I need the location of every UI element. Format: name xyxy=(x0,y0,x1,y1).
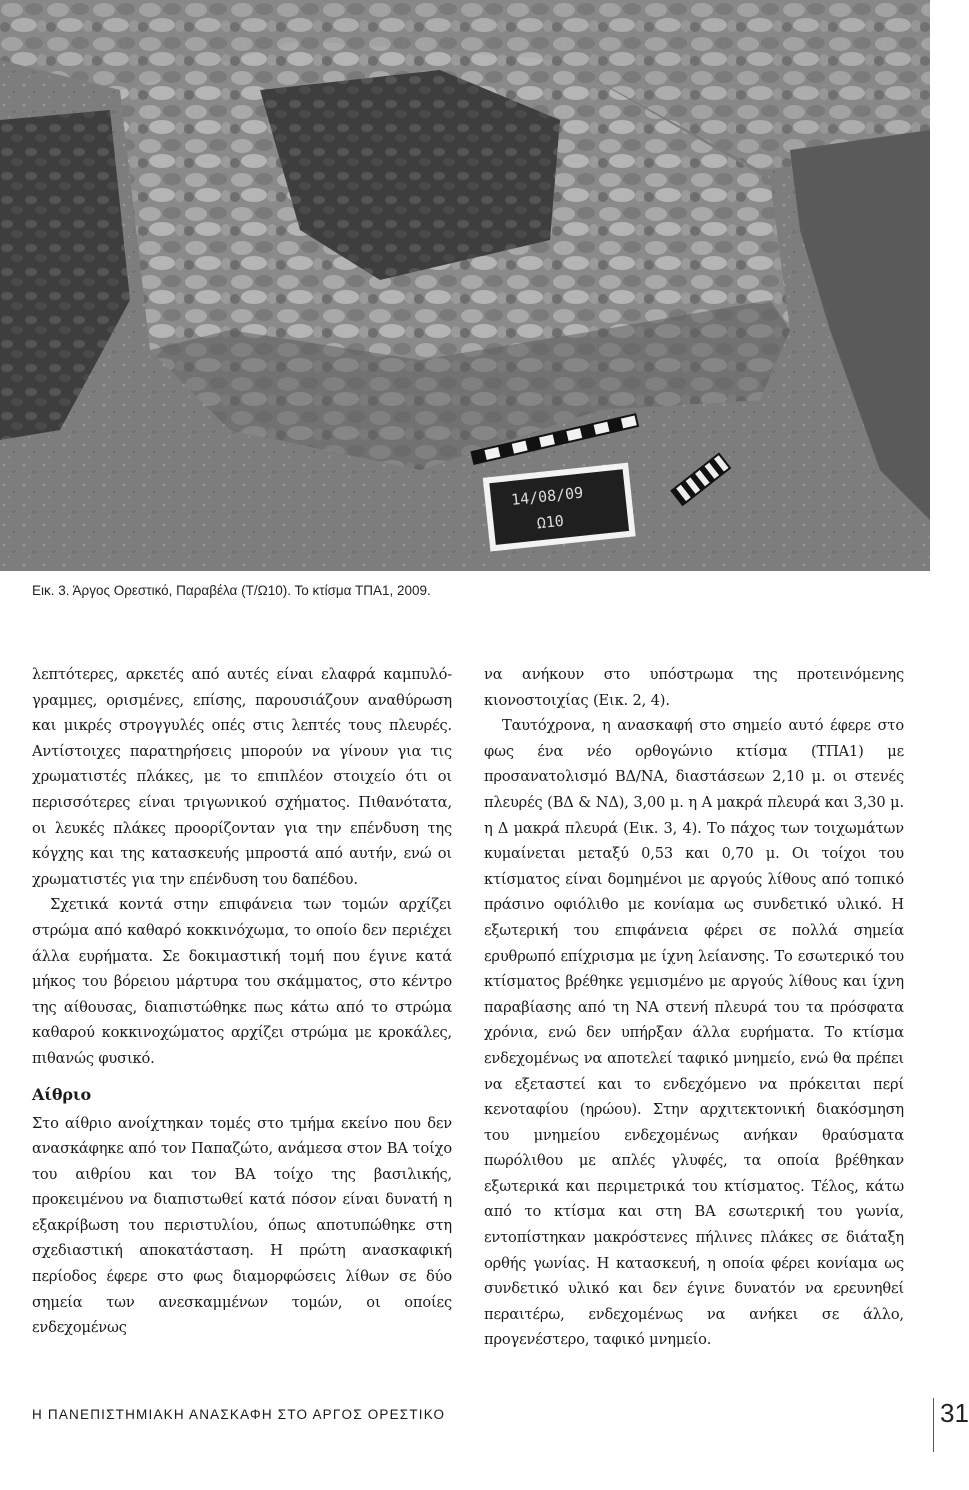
page-number: 31 xyxy=(940,1398,969,1428)
footer-divider xyxy=(933,1398,934,1452)
right-column xyxy=(484,662,904,1353)
paragraph: λεπτότερες, αρκετές από αυτές είναι ελαφρά καμπυλό-γραμμες, ορισμένες, επίσης, παρουσιάζουν αναθύρωση και μικρές στρογγυλές οπές στις λεπτές τους πλευρές. Αντίστοιχες παρατηρήσεις μπορούν να γίνουν για τις χρωματιστές πλάκες, με το επιπλέον στοιχείο ότι οι περισσότερες είναι τριγωνικού σχήματος. Πιθανότατα, οι λευκές πλάκες προορίζονταν για την επένδυση της κόγχης και της κατασκευής μπροστά από αυτήν, ενώ οι χρωματιστές για την επένδυση του δαπέδου. xyxy=(32,666,452,888)
paragraph: Ταυτόχρονα, η ανασκαφή στο σημείο αυτό έφερε στο φως ένα νέο ορθογώνιο κτίσμα (ΤΠΑ1) με προσανατολισμό ΒΔ/ΝΑ, διαστάσεων 2,10 μ. οι στενές πλευρές (ΒΔ & ΝΔ), 3,00 μ. η Α μακρά πλευρά και 3,30 μ. η Δ μακρά πλευρά (Εικ. 3, 4). Το πάχος των τοιχωμάτων κυμαίνεται μεταξύ 0,53 και 0,70 μ. Οι τοίχοι του κτίσματος είναι δομημένοι με αργούς λίθους από τοπικό πράσινο οφιόλιθο με κονίαμα ως συνδετικό υλικό. Η εξωτερική του επιφάνεια φέρει σε πολλά σημεία ερυθρωπό επίχρισμα με ίχνη λείανσης. Το εσωτερικό του κτίσματος βρέθηκε γεμισμένο με αργούς λίθους και ίχνη παραβίασης από τη ΝΑ στενή πλευρά του τα πρόσφατα χρόνια, ενώ δεν υπήρξαν άλλα ευρήματα. Το κτίσμα ενδεχομένως να αποτελεί ταφικό μνημείο, ενώ θα πρέπει να εξεταστεί και το ενδεχόμενο να πρόκειται περί κενοταφίου (ηρώου). Στην αρχιτεκτονική διακόσμηση του μνημείου ενδεχομένως ανήκαν θραύσματα πωρόλιθου με απλές γλυφές, τα οποία βρέθηκαν εξωτερικά και περιμετρικά του κτίσματος. Τέλος, κάτω από το κτίσμα και στη ΒΑ εσωτερική του γωνία, εντοπίστηκαν μακρόστενες πήλινες πλάκες σε διάταξη ορθής γωνίας. Η κατασκευή, η οποία φέρει κονίαμα ως συνδετικό υλικό και δεν έγινε δυνατόν να ερευνηθεί περαιτέρω, ενδεχομένως να ανήκει σε άλλο, προγενέστερο, ταφικό μνημείο. xyxy=(484,717,904,1349)
slate-date: 14/08/09 xyxy=(510,483,585,510)
paragraph: Σχετικά κοντά στην επιφάνεια των τομών αρχίζει στρώμα από καθαρό κοκκινόχωμα, το οποίο δεν περιέχει άλλα ευρήματα. Σε δοκιμαστική τομή που έγινε κατά μήκος του βόρειου μάρτυρα του σκάμματος, στο κέντρο της αίθουσας, διαπιστώθηκε πως κάτω από το στρώμα καθαρού κοκκινοχώματος αρχίζει στρώμα με κροκάλες, πιθανώς φυσικό. xyxy=(32,896,452,1067)
section-heading: Αίθριο xyxy=(32,1084,91,1104)
running-footer-title: Η ΠΑΝΕΠΙΣΤΗΜΙΑΚΗ ΑΝΑΣΚΑΦΗ ΣΤΟ ΑΡΓΟΣ ΟΡΕΣΤΙΚΟ xyxy=(32,1407,446,1422)
excavation-photo xyxy=(0,0,930,571)
figure-caption: Εικ. 3. Άργος Ορεστικό, Παραβέλα (Τ/Ω10). Το κτίσμα ΤΠΑ1, 2009. xyxy=(32,583,431,598)
left-column xyxy=(32,662,452,1341)
paragraph: Στο αίθριο ανοίχτηκαν τομές στο τμήμα εκείνο που δεν ανασκάφηκε από τον Παπαζώτο, ανάμεσα στον ΒΑ τοίχο του αιθρίου και τον ΒΑ τοίχο της βασιλικής, προκειμένου να διαπιστωθεί κατά πόσον είναι δυνατή η εξακρίβωση του περιστυλίου, όπως αποτυπώθηκε στη σχεδιαστική αποκατάσταση. Η πρώτη ανασκαφική περίοδος έφερε στο φως διαμορφώσεις λίθων σε δύο σημεία των ανεσκαμμένων τομών, οι οποίες ενδεχομένως xyxy=(32,1114,452,1337)
slate-trench: Ω10 xyxy=(535,511,565,533)
paragraph: να ανήκουν στο υπόστρωμα της προτεινόμενης κιονοστοιχίας (Εικ. 2, 4). xyxy=(484,666,904,709)
photo-illustration xyxy=(0,0,930,571)
